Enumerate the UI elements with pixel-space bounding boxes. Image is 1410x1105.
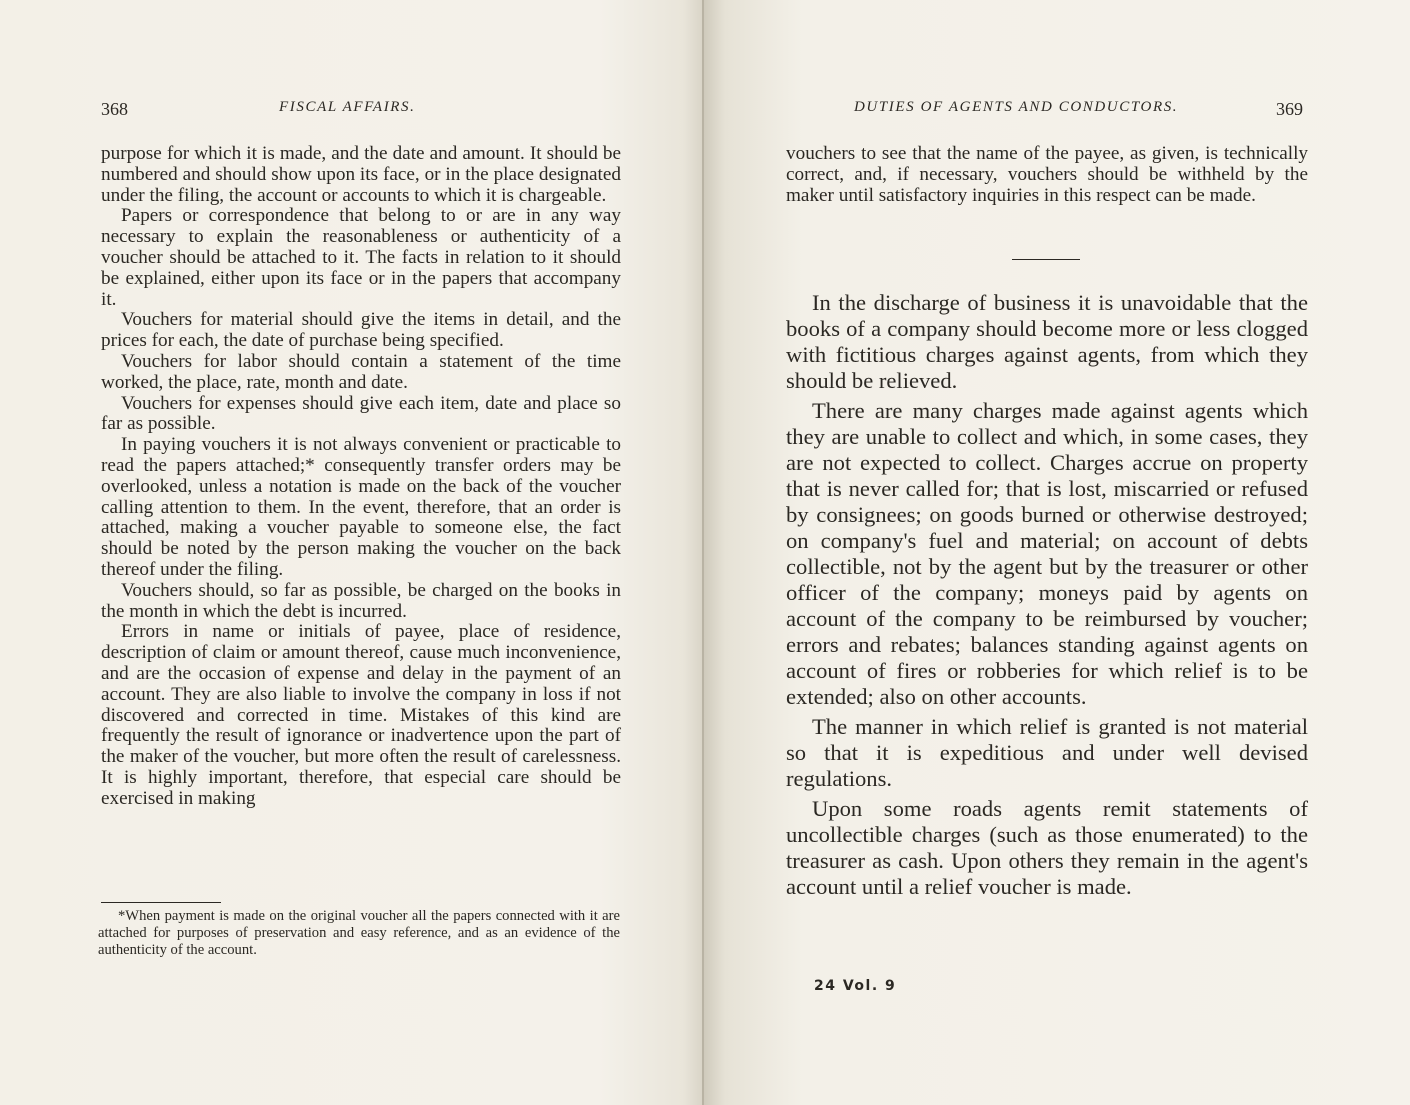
running-head: DUTIES OF AGENTS AND CONDUCTORS. (854, 99, 1179, 115)
text-column (101, 144, 621, 810)
paragraph: Papers or correspondence that belong to or are in any way necessary to explain the reasonableness or authenticity of a voucher should be attached to it. The facts in relation to it should be explained, either upon its face or in the papers that accompany it. (101, 205, 621, 310)
paragraph: Vouchers should, so far as possible, be charged on the books in the month in which the debt is incurred. (101, 579, 621, 622)
continued-paragraph: vouchers to see that the name of the payee, as given, is technically correct, and, if necessary, vouchers should be withheld by the maker until satisfactory inquiries in this respect can be made. (786, 143, 1308, 206)
page-number: 368 (101, 99, 128, 119)
section-divider (1012, 259, 1080, 260)
page-number: 369 (1276, 99, 1303, 119)
paragraph: Vouchers for material should give the items in detail, and the prices for each, the date of purchase being specified. (101, 309, 621, 352)
right-page (704, 0, 1410, 1105)
footnote-rule (101, 902, 221, 903)
paragraph: purpose for which it is made, and the date and amount. It should be numbered and should show upon its face, or in the place designated under the filing, the account or accounts to which it is chargeable. (101, 143, 621, 206)
paragraph: There are many charges made against agents which they are unable to collect and which, in some cases, they are not expected to collect. Charges accrue on property that is never called for; that is lost, miscarried or refused by consignees; on goods burned or otherwise destroyed; on company's fuel and material; on account of debts collectible, not by the agent but by the treasurer or other officer of the company; moneys paid by agents on account of the company to be reimbursed by voucher; errors and rebates; balances standing against agents on account of fires or robberies for which relief is to be extended; also on other accounts. (786, 398, 1308, 709)
signature-mark: 24 Vol. 9 (814, 978, 897, 994)
paragraph: Vouchers for labor should contain a statement of the time worked, the place, rate, month and date. (101, 350, 621, 393)
paragraph: In paying vouchers it is not always convenient or practicable to read the papers attached;* consequently transfer orders may be overlooked, unless a notation is made on the back of the voucher calling attention to them. In the event, therefore, that an order is attached, making a voucher payable to someone else, the fact should be noted by the person making the voucher on the back thereof under the filing. (101, 434, 621, 580)
footnote: *When payment is made on the original voucher all the papers connected with it are attached for purposes of preservation and easy reference, and as an evidence of the authenticity of the account. (98, 908, 620, 958)
section-body (786, 290, 1308, 904)
running-head: FISCAL AFFAIRS. (279, 99, 416, 115)
paragraph: The manner in which relief is granted is not material so that it is expeditious and under well devised regulations. (786, 714, 1308, 791)
paragraph: Errors in name or initials of payee, place of residence, description of claim or amount thereof, cause much inconvenience, and are the occasion of expense and delay in the payment of an account. They are also liable to involve the company in loss if not discovered and corrected in time. Mistakes of this kind are frequently the result of ignorance or inadvertence upon the part of the maker of the voucher, but more often the result of carelessness. It is highly important, therefore, that especial care should be exercised in making (101, 621, 621, 809)
paragraph: Upon some roads agents remit statements of uncollectible charges (such as those enumerated) to the treasurer as cash. Upon others they remain in the agent's account until a relief voucher is made. (786, 796, 1308, 899)
paragraph: Vouchers for expenses should give each item, date and place so far as possible. (101, 392, 621, 435)
left-page (0, 0, 704, 1105)
paragraph: In the discharge of business it is unavoidable that the books of a company should become more or less clogged with fictitious charges against agents, from which they should be relieved. (786, 290, 1308, 393)
